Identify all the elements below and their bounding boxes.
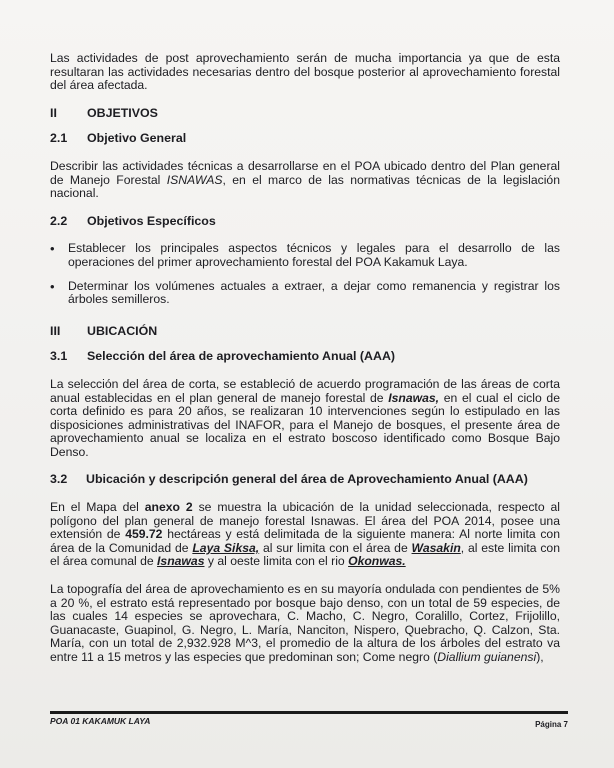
subsection-title: Selección del área de aprovechamiento Anual (AAA) [87, 349, 396, 364]
subsection-title: Objetivos Específicos [87, 213, 216, 228]
intro-paragraph: Las actividades de post aprovechamiento serán de mucha importancia ya que de esta resultaran las actividades necesarias dentro del bosque posterior al aprovechamiento forestal del área afectada. [50, 51, 560, 93]
objectives-list [50, 242, 560, 306]
section-heading-objetivos [50, 107, 560, 121]
topografia-paragraph: La topografía del área de aprovechamiento es en su mayoría ondulada con pendientes de 5% a 20 %, el estrato está representado por bosque bajo denso, con un total de 59 especies, de las cuales 14 especies se aprovechara, C. Macho, C. Negro, Coralillo, Cortez, Frijolillo, Guanacaste, Guapinol, G. Negro, L. María, Nanciton, Nispero, Quebracho, Q. Calzon, Sta. María, con un total de 2,932.928 M^3, el promedio de la altura de los árboles del estrato va entre 11 a 15 metros y las especies que predominan son; Come negro (Diallium guianensi), [50, 582, 560, 664]
subsection-heading-objetivo-general [50, 132, 560, 146]
subsection-number: 3.1 [50, 349, 68, 364]
page-content [50, 52, 560, 679]
subsection-number: 2.1 [50, 131, 68, 146]
section-title: OBJETIVOS [87, 105, 158, 120]
footer-document-title: POA 01 KAKAMUK LAYA [50, 716, 151, 726]
bullet-icon: • [50, 241, 55, 257]
section-heading-ubicacion [50, 325, 560, 339]
subsection-heading-ubicacion-descripcion [50, 473, 560, 487]
footer-divider [50, 711, 568, 714]
objetivo-general-paragraph: Describir las actividades técnicas a desarrollarse en el POA ubicado dentro del Plan general de Manejo Forestal ISNAWAS, en el marco de las normativas técnicas de la legislación nacional. [50, 158, 560, 201]
subsection-title: Ubicación y descripción general del área de Aprovechamiento Anual (AAA) [86, 472, 528, 487]
list-item: • Determinar los volúmenes actuales a extraer, a dejar como remanencia y registrar los árboles semilleros. [50, 278, 560, 307]
section-number: III [50, 323, 61, 338]
subsection-number: 3.2 [50, 472, 68, 487]
subsection-title: Objetivo General [87, 131, 187, 146]
footer-page-number: Página 7 [535, 720, 568, 729]
ubicacion-paragraph: En el Mapa del anexo 2 se muestra la ubicación de la unidad seleccionada, respecto al polígono del plan general de manejo forestal Isnawas. El área del POA 2014, posee una extensión de 459.72 hectáreas y está delimitada de la siguiente manera: Al norte limita con área de la Comunidad de Laya Siksa, al sur limita con el área de Wasakin, al este limita con el área comunal de Isnawas y al oeste limita con el rio Okonwas. [50, 500, 560, 569]
list-item: • Establecer los principales aspectos técnicos y legales para el desarrollo de las operaciones del primer aprovechamiento forestal del POA Kakamuk Laya. [50, 241, 560, 269]
section-number: II [50, 105, 57, 120]
bullet-icon: • [50, 278, 55, 294]
subsection-number: 2.2 [50, 213, 68, 228]
subsection-heading-objetivos-especificos [50, 215, 560, 229]
subsection-heading-seleccion [50, 350, 560, 364]
seleccion-paragraph: La selección del área de corta, se estableció de acuerdo programación de las áreas de corta anual establecidas en el plan general de manejo forestal de Isnawas, en el cual el ciclo de corta definido es para 20 años, se realizaran 10 intervenciones según lo estipulado en las disposiciones administrativas del INAFOR, para el Manejo de bosques, el presente área de aprovechamiento anual se localiza en el estrato boscoso identificado como Bosque Bajo Denso. [50, 376, 560, 459]
section-title: UBICACIÓN [87, 323, 158, 338]
